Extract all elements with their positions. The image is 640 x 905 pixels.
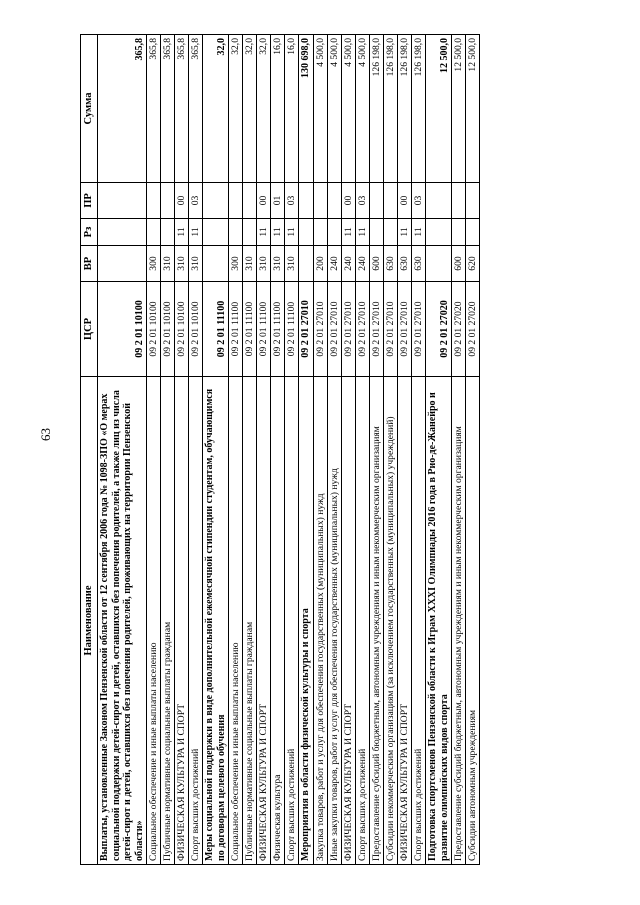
table-row	[341, 35, 355, 865]
cell-vr: 310	[243, 246, 257, 282]
cell-pr: 00	[175, 183, 189, 219]
header-rz: Рз	[81, 219, 98, 246]
cell-csr: 09 2 01 11100	[243, 282, 257, 377]
cell-csr: 09 2 01 10100	[98, 282, 147, 377]
cell-name: Закупка товаров, работ и услуг для обеспечения государственных (муниципальных) нужд	[313, 377, 327, 865]
cell-pr: 03	[412, 183, 426, 219]
cell-pr	[426, 183, 452, 219]
cell-sum: 126 198,0	[383, 35, 397, 183]
cell-pr	[369, 183, 383, 219]
cell-vr: 310	[175, 246, 189, 282]
cell-name: Спорт высших достижений	[189, 377, 203, 865]
cell-vr: 240	[341, 246, 355, 282]
cell-vr	[426, 246, 452, 282]
cell-sum: 32,0	[243, 35, 257, 183]
budget-table	[80, 34, 480, 865]
cell-pr: 00	[341, 183, 355, 219]
cell-vr: 600	[452, 246, 466, 282]
cell-csr: 09 2 01 10100	[161, 282, 175, 377]
cell-rz	[229, 219, 243, 246]
cell-csr: 09 2 01 11100	[203, 282, 229, 377]
cell-vr: 620	[466, 246, 480, 282]
cell-csr: 09 2 01 10100	[189, 282, 203, 377]
cell-name: Предоставление субсидий бюджетным, автономным учреждениям и иным некоммерческим организациям	[452, 377, 466, 865]
table-row	[466, 35, 480, 865]
cell-pr: 00	[257, 183, 271, 219]
cell-name: Предоставление субсидий бюджетным, автономным учреждениям и иным некоммерческим организациям	[369, 377, 383, 865]
cell-sum: 4 500,0	[355, 35, 369, 183]
cell-sum: 32,0	[203, 35, 229, 183]
cell-pr: 00	[397, 183, 411, 219]
cell-name: ФИЗИЧЕСКАЯ КУЛЬТУРА И СПОРТ	[397, 377, 411, 865]
cell-csr: 09 2 01 27010	[355, 282, 369, 377]
cell-sum: 4 500,0	[313, 35, 327, 183]
cell-name: Подготовка спортсменов Пензенской области к Играм XXXI Олимпиады 2016 года в Рио-де-Жанейро и развитие олимпийских видов спорта	[426, 377, 452, 865]
cell-rz	[203, 219, 229, 246]
cell-sum: 126 198,0	[369, 35, 383, 183]
cell-rz	[243, 219, 257, 246]
page-number: 63	[38, 428, 53, 441]
cell-rz	[466, 219, 480, 246]
table-row	[285, 35, 299, 865]
table-row	[161, 35, 175, 865]
cell-vr: 300	[147, 246, 161, 282]
table-row	[412, 35, 426, 865]
cell-pr	[203, 183, 229, 219]
cell-vr: 630	[397, 246, 411, 282]
cell-csr: 09 2 01 11100	[257, 282, 271, 377]
cell-sum: 12 500,0	[452, 35, 466, 183]
table-row	[257, 35, 271, 865]
cell-name: ФИЗИЧЕСКАЯ КУЛЬТУРА И СПОРТ	[257, 377, 271, 865]
cell-sum: 16,0	[271, 35, 285, 183]
cell-pr	[98, 183, 147, 219]
cell-rz	[147, 219, 161, 246]
cell-pr	[243, 183, 257, 219]
cell-vr: 310	[257, 246, 271, 282]
cell-sum: 16,0	[285, 35, 299, 183]
cell-sum: 365,8	[161, 35, 175, 183]
cell-vr: 310	[285, 246, 299, 282]
cell-name: ФИЗИЧЕСКАЯ КУЛЬТУРА И СПОРТ	[175, 377, 189, 865]
cell-csr: 09 2 01 27020	[426, 282, 452, 377]
cell-sum: 126 198,0	[397, 35, 411, 183]
table-row	[203, 35, 229, 865]
cell-csr: 09 2 01 27020	[452, 282, 466, 377]
cell-pr	[327, 183, 341, 219]
cell-vr: 630	[412, 246, 426, 282]
cell-name: Физическая культура	[271, 377, 285, 865]
cell-pr	[313, 183, 327, 219]
cell-name: Субсидии некоммерческим организациям (за исключением государственных (муниципальных) учреждений)	[383, 377, 397, 865]
cell-rz	[98, 219, 147, 246]
cell-pr: 03	[355, 183, 369, 219]
cell-name: Спорт высших достижений	[412, 377, 426, 865]
cell-csr: 09 2 01 27010	[383, 282, 397, 377]
cell-rz: 11	[355, 219, 369, 246]
table-header-row	[81, 35, 98, 865]
cell-rz	[161, 219, 175, 246]
cell-csr: 09 2 01 10100	[175, 282, 189, 377]
cell-rz	[452, 219, 466, 246]
table-body	[98, 35, 480, 865]
cell-csr: 09 2 01 27020	[466, 282, 480, 377]
cell-vr: 310	[271, 246, 285, 282]
header-vr: ВР	[81, 246, 98, 282]
cell-sum: 4 500,0	[341, 35, 355, 183]
cell-pr	[229, 183, 243, 219]
table-row	[98, 35, 147, 865]
cell-vr: 200	[313, 246, 327, 282]
cell-sum: 365,8	[147, 35, 161, 183]
cell-csr: 09 2 01 11100	[271, 282, 285, 377]
cell-sum: 32,0	[229, 35, 243, 183]
cell-pr	[161, 183, 175, 219]
cell-sum: 365,8	[175, 35, 189, 183]
cell-pr	[466, 183, 480, 219]
table-row	[452, 35, 466, 865]
cell-rz	[313, 219, 327, 246]
cell-vr: 600	[369, 246, 383, 282]
cell-vr: 240	[355, 246, 369, 282]
header-csr: ЦСР	[81, 282, 98, 377]
cell-sum: 12 500,0	[426, 35, 452, 183]
table-row	[383, 35, 397, 865]
header-sum: Сумма	[81, 35, 98, 183]
cell-pr	[383, 183, 397, 219]
cell-sum: 32,0	[257, 35, 271, 183]
cell-vr: 310	[161, 246, 175, 282]
table-row	[355, 35, 369, 865]
cell-csr: 09 2 01 27010	[369, 282, 383, 377]
cell-vr: 300	[229, 246, 243, 282]
cell-csr: 09 2 01 27010	[341, 282, 355, 377]
cell-name: Мероприятия в области физической культуры и спорта	[299, 377, 314, 865]
cell-csr: 09 2 01 27010	[299, 282, 314, 377]
cell-name: Социальное обеспечение и иные выплаты населению	[147, 377, 161, 865]
cell-vr	[203, 246, 229, 282]
cell-vr	[98, 246, 147, 282]
cell-csr: 09 2 01 27010	[412, 282, 426, 377]
cell-name: Публичные нормативные социальные выплаты гражданам	[243, 377, 257, 865]
cell-sum: 130 698,0	[299, 35, 314, 183]
cell-rz: 11	[285, 219, 299, 246]
cell-rz	[426, 219, 452, 246]
cell-rz: 11	[412, 219, 426, 246]
header-pr: ПР	[81, 183, 98, 219]
cell-vr	[299, 246, 314, 282]
cell-name: Социальное обеспечение и иные выплаты населению	[229, 377, 243, 865]
table-row	[397, 35, 411, 865]
cell-rz	[369, 219, 383, 246]
cell-vr: 630	[383, 246, 397, 282]
cell-rz: 11	[189, 219, 203, 246]
cell-name: ФИЗИЧЕСКАЯ КУЛЬТУРА И СПОРТ	[341, 377, 355, 865]
cell-csr: 09 2 01 11100	[285, 282, 299, 377]
table-row	[271, 35, 285, 865]
cell-pr: 01	[271, 183, 285, 219]
cell-name: Меры социальной поддержки в виде дополнительной ежемесячной стипендии студентам, обучающимся по договорам целевого обучения	[203, 377, 229, 865]
cell-name: Субсидии автономным учреждениям	[466, 377, 480, 865]
cell-csr: 09 2 01 27010	[327, 282, 341, 377]
cell-rz: 11	[341, 219, 355, 246]
table-row	[426, 35, 452, 865]
cell-rz: 11	[175, 219, 189, 246]
cell-sum: 365,8	[98, 35, 147, 183]
cell-rz	[327, 219, 341, 246]
cell-pr: 03	[285, 183, 299, 219]
table-row	[313, 35, 327, 865]
cell-name: Иные закупки товаров, работ и услуг для обеспечения государственных (муниципальных) нужд	[327, 377, 341, 865]
cell-vr: 240	[327, 246, 341, 282]
table-row	[175, 35, 189, 865]
cell-sum: 365,8	[189, 35, 203, 183]
cell-rz: 11	[257, 219, 271, 246]
cell-name: Спорт высших достижений	[285, 377, 299, 865]
cell-pr: 03	[189, 183, 203, 219]
cell-csr: 09 2 01 11100	[229, 282, 243, 377]
cell-sum: 126 198,0	[412, 35, 426, 183]
rotated-page	[80, 35, 570, 865]
cell-vr: 310	[189, 246, 203, 282]
cell-name: Публичные нормативные социальные выплаты гражданам	[161, 377, 175, 865]
table-row	[369, 35, 383, 865]
cell-pr	[147, 183, 161, 219]
cell-pr	[299, 183, 314, 219]
cell-rz	[383, 219, 397, 246]
table-row	[189, 35, 203, 865]
table-row	[243, 35, 257, 865]
cell-rz: 11	[397, 219, 411, 246]
cell-name: Выплаты, установленные Законом Пензенской области от 12 сентября 2006 года № 1098-ЗПО «О мерах социальной поддержки детей-сирот и детей, оставшихся без попечения родителей, а также лиц из числа детей-сирот и детей, оставшихся без попечения родителей, проживающих на территории Пензенской области»	[98, 377, 147, 865]
cell-sum: 4 500,0	[327, 35, 341, 183]
cell-rz	[299, 219, 314, 246]
header-name: Наименование	[81, 377, 98, 865]
table-row	[229, 35, 243, 865]
cell-csr: 09 2 01 27010	[397, 282, 411, 377]
table-row	[327, 35, 341, 865]
cell-rz: 11	[271, 219, 285, 246]
table-row	[147, 35, 161, 865]
cell-pr	[452, 183, 466, 219]
cell-name: Спорт высших достижений	[355, 377, 369, 865]
cell-csr: 09 2 01 10100	[147, 282, 161, 377]
cell-csr: 09 2 01 27010	[313, 282, 327, 377]
cell-sum: 12 500,0	[466, 35, 480, 183]
table-row	[299, 35, 314, 865]
